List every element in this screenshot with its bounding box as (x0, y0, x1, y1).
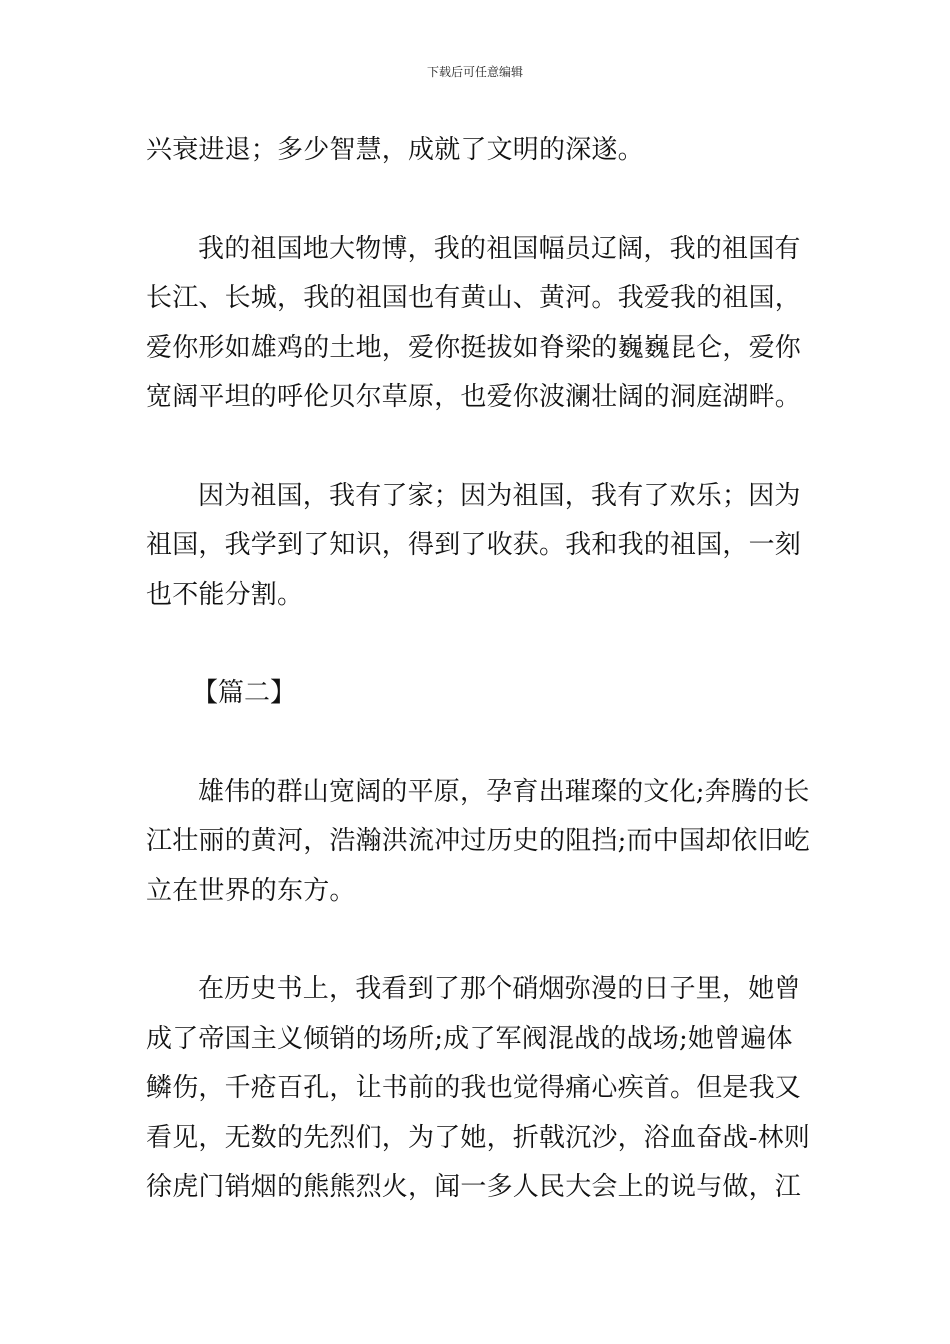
paragraph-because (146, 472, 810, 621)
text-line: 看见，无数的先烈们，为了她，折戟沉沙，浴血奋战-林则 (146, 1122, 810, 1153)
text-line: 成了帝国主义倾销的场所;成了军阀混战的战场;她曾遍体 (146, 1023, 793, 1054)
paragraph-gap (146, 423, 810, 472)
section-heading: 【篇二】 (192, 678, 297, 708)
paragraph-continuation (146, 126, 810, 176)
paragraph-history (146, 965, 810, 1213)
text-line: 立在世界的东方。 (146, 875, 356, 906)
text-line: 兴衰进退；多少智慧，成就了文明的深遂。 (146, 135, 644, 165)
text-line: 宽阔平坦的呼伦贝尔草原，也爱你波澜壮阔的洞庭湖畔。 (146, 382, 802, 412)
text-line: 在历史书上，我看到了那个硝烟弥漫的日子里，她曾 (198, 974, 801, 1004)
text-line: 雄伟的群山宽阔的平原，孕育出璀璨的文化;奔腾的长 (198, 776, 810, 807)
paragraph-motherland (146, 225, 810, 423)
text-line: 也不能分割。 (146, 579, 304, 610)
text-line: 因为祖国，我有了家；因为祖国，我有了欢乐；因为 (198, 480, 801, 511)
paragraph-mountains (146, 768, 810, 917)
paragraph-gap (146, 176, 810, 225)
text-line: 爱你形如雄鸡的土地，爱你挺拔如脊梁的巍巍昆仑，爱你 (146, 332, 802, 363)
paragraph-gap (146, 916, 810, 965)
text-line: 鳞伤，千疮百孔，让书前的我也觉得痛心疾首。但是我又 (146, 1073, 802, 1103)
text-line: 长江、长城，我的祖国也有黄山、黄河。我爱我的祖国， (146, 283, 802, 313)
text-line: 徐虎门销烟的熊熊烈火，闻一多人民大会上的说与做，江 (146, 1172, 802, 1202)
page-header: 下载后可任意编辑 (426, 65, 523, 79)
document-body (146, 126, 810, 1213)
paragraph-gap (146, 719, 810, 768)
text-line: 江壮丽的黄河，浩瀚洪流冲过历史的阻挡;而中国却依旧屹 (146, 826, 810, 856)
text-line: 我的祖国地大物博，我的祖国幅员辽阔，我的祖国有 (198, 233, 801, 264)
text-line: 祖国，我学到了知识，得到了收获。我和我的祖国，一刻 (146, 530, 802, 560)
paragraph-gap (146, 620, 810, 669)
